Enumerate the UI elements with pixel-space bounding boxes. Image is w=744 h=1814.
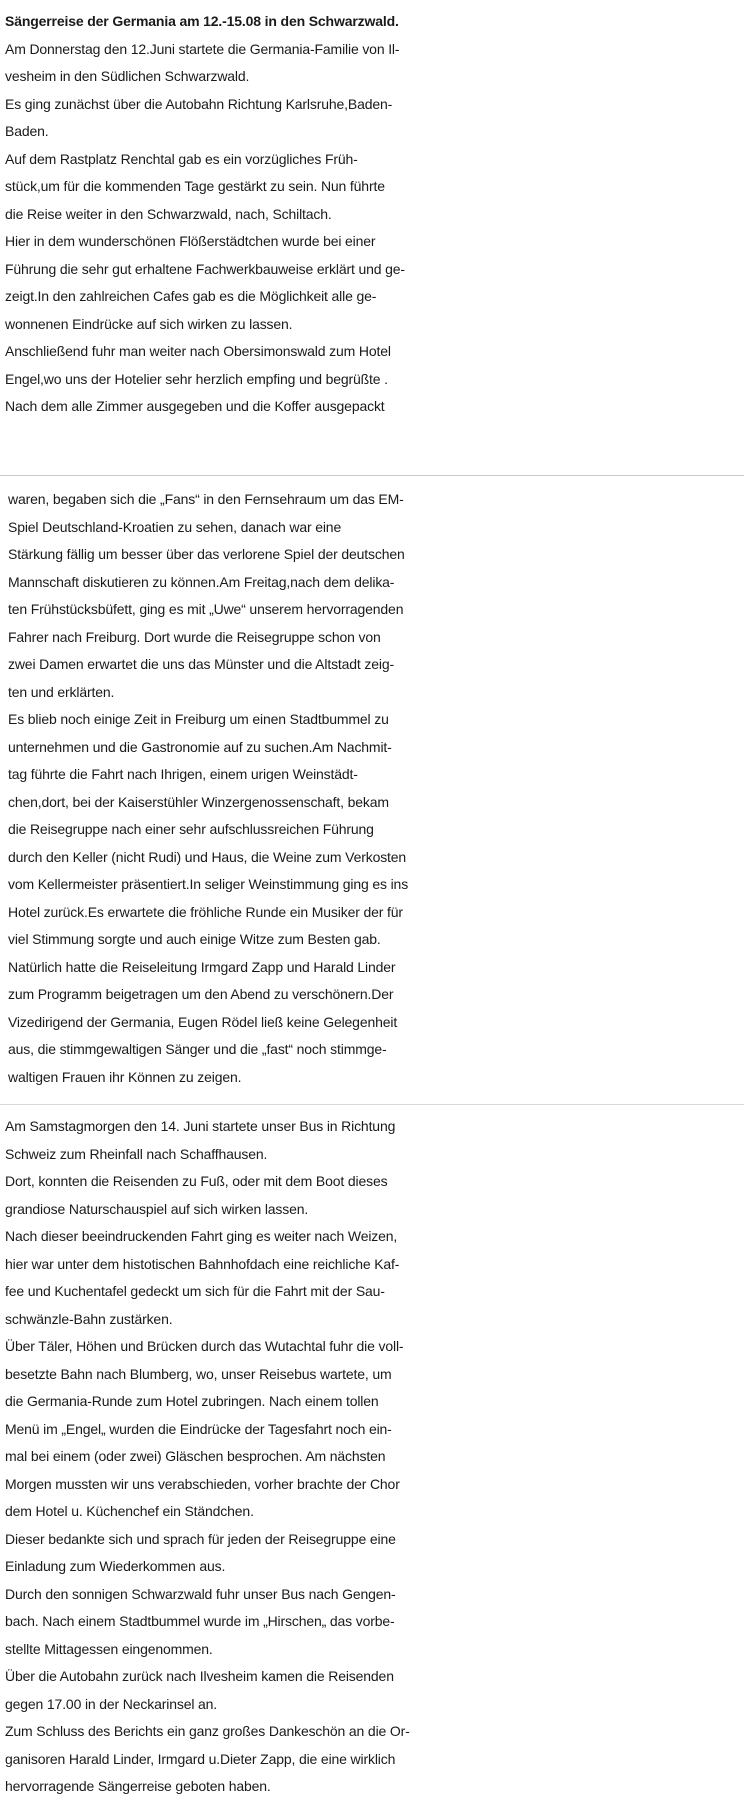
text-line: Es blieb noch einige Zeit in Freiburg um einen Stadtbummel zu — [8, 711, 389, 727]
text-line: die Germania-Runde zum Hotel zubringen. Nach einem tollen — [5, 1393, 379, 1409]
text-line: tag führte die Fahrt nach Ihrigen, einem urigen Weinstädt- — [8, 766, 358, 782]
text-line: viel Stimmung sorgte und auch einige Witze zum Besten gab. — [8, 931, 381, 947]
text-line: Spiel Deutschland-Kroatien zu sehen, danach war eine — [8, 518, 342, 535]
text-line: bach. Nach einem Stadtbummel wurde im „Hirschen„ das vorbe- — [5, 1613, 395, 1629]
article-clipping-part-3 — [0, 1105, 744, 1814]
text-line: Am Samstagmorgen den 14. Juni startete unser Bus in Richtung — [5, 1118, 396, 1134]
text-line: ganisoren Harald Linder, Irmgard u.Dieter Zapp, die eine wirklich — [5, 1750, 396, 1767]
text-line: Führung die sehr gut erhaltene Fachwerkbauweise erklärt und ge- — [5, 260, 405, 277]
text-line: Nach dem alle Zimmer ausgegeben und die Koffer ausgepackt — [5, 398, 385, 414]
text-line: Mannschaft diskutieren zu können.Am Freitag,nach dem delika- — [8, 573, 395, 590]
text-line: waren, begaben sich die „Fans“ in den Fernsehraum um das EM- — [8, 491, 404, 507]
text-line: mal bei einem (oder zwei) Gläschen besprochen. Am nächsten — [5, 1448, 386, 1464]
text-line: hier war unter dem histotischen Bahnhofdach eine reichliche Kaf- — [5, 1255, 400, 1272]
text-line: Engel,wo uns der Hotelier sehr herzlich empfing und begrüßte . — [5, 370, 388, 387]
text-line: Dort, konnten die Reisenden zu Fuß, oder mit dem Boot dieses — [5, 1173, 388, 1189]
text-line: zum Programm beigetragen um den Abend zu verschönern.Der — [8, 986, 394, 1002]
text-line: Hotel zurück.Es erwartete die fröhliche Runde ein Musiker der für — [8, 903, 403, 920]
text-line: Anschließend fuhr man weiter nach Obersimonswald zum Hotel — [5, 343, 391, 359]
text-line: Auf dem Rastplatz Renchtal gab es ein vorzügliches Früh- — [5, 150, 358, 167]
text-line: ten und erklärten. — [8, 683, 115, 700]
text-line: stellte Mittagessen eingenommen. — [5, 1640, 213, 1657]
text-line: hervorragende Sängerreise geboten haben. — [5, 1778, 271, 1794]
text-line: durch den Keller (nicht Rudi) und Haus, die Weine zum Verkosten — [8, 848, 407, 865]
text-line: besetzte Bahn nach Blumberg, wo, unser Reisebus wartete, um — [5, 1365, 392, 1382]
text-line: Schweiz zum Rheinfall nach Schaffhausen. — [5, 1145, 268, 1162]
article-title: Sängerreise der Germania am 12.-15.08 in den Schwarzwald. — [5, 13, 399, 29]
text-line: die Reisegruppe nach einer sehr aufschlussreichen Führung — [8, 821, 374, 837]
text-line: gegen 17.00 in der Neckarinsel an. — [5, 1695, 218, 1712]
text-line: Menü im „Engel„ wurden die Eindrücke der Tagesfahrt noch ein- — [5, 1420, 392, 1437]
text-line: Nach dieser beeindruckenden Fahrt ging es weiter nach Weizen, — [5, 1228, 398, 1244]
text-line: vesheim in den Südlichen Schwarzwald. — [5, 68, 250, 84]
text-line: zwei Damen erwartet die uns das Münster und die Altstadt zeig- — [8, 656, 395, 672]
text-line: Morgen mussten wir uns verabschieden, vorher brachte der Chor — [5, 1475, 400, 1492]
text-line: zeigt.In den zahlreichen Cafes gab es die Möglichkeit alle ge- — [5, 288, 377, 304]
text-line: Baden. — [5, 123, 49, 139]
article-clipping-part-1 — [0, 0, 744, 465]
text-line: Über die Autobahn zurück nach Ilvesheim kamen die Reisenden — [5, 1668, 394, 1684]
text-line: Natürlich hatte die Reiseleitung Irmgard Zapp und Harald Linder — [8, 958, 396, 975]
text-line: stück,um für die kommenden Tage gestärkt zu sein. Nun führte — [5, 178, 385, 194]
text-line: unternehmen und die Gastronomie auf zu suchen.Am Nachmit- — [8, 738, 392, 755]
text-line: Über Täler, Höhen und Brücken durch das Wutachtal fuhr die voll- — [5, 1338, 404, 1354]
text-line: Stärkung fällig um besser über das verlorene Spiel der deutschen — [8, 546, 405, 562]
text-line: Vizedirigend der Germania, Eugen Rödel ließ keine Gelegenheit — [8, 1013, 398, 1030]
text-line: Hier in dem wunderschönen Flößerstädtchen wurde bei einer — [5, 233, 376, 249]
text-line: ten Frühstücksbüfett, ging es mit „Uwe“ unserem hervorragenden — [8, 601, 404, 617]
text-line: wonnenen Eindrücke auf sich wirken zu lassen. — [5, 315, 293, 332]
text-line: Am Donnerstag den 12.Juni startete die Germania-Familie von Il- — [5, 40, 400, 57]
text-line: grandiose Naturschauspiel auf sich wirken lassen. — [5, 1200, 309, 1217]
text-line: Einladung zum Wiederkommen aus. — [5, 1558, 226, 1574]
text-line: Fahrer nach Freiburg. Dort wurde die Reisegruppe schon von — [8, 628, 381, 645]
text-line: fee und Kuchentafel gedeckt um sich für die Fahrt mit der Sau- — [5, 1283, 385, 1299]
text-line: Es ging zunächst über die Autobahn Richtung Karlsruhe,Baden- — [5, 95, 393, 112]
text-line: dem Hotel u. Küchenchef ein Ständchen. — [5, 1503, 254, 1519]
text-line: Zum Schluss des Berichts ein ganz großes Dankeschön an die Or- — [5, 1723, 410, 1739]
text-line: waltigen Frauen ihr Können zu zeigen. — [8, 1068, 242, 1085]
text-line: die Reise weiter in den Schwarzwald, nach, Schiltach. — [5, 205, 332, 222]
text-line: Dieser bedankte sich und sprach für jeden der Reisegruppe eine — [5, 1530, 396, 1547]
text-line: vom Kellermeister präsentiert.In seliger Weinstimmung ging es ins — [8, 876, 409, 892]
article-clipping-part-2 — [0, 475, 744, 1105]
text-line: chen,dort, bei der Kaiserstühler Winzergenossenschaft, bekam — [8, 793, 389, 810]
text-line: aus, die stimmgewaltigen Sänger und die „fast“ noch stimmge- — [8, 1041, 387, 1057]
text-line: Durch den sonnigen Schwarzwald fuhr unser Bus nach Gengen- — [5, 1585, 396, 1602]
text-line: schwänzle-Bahn zustärken. — [5, 1310, 173, 1327]
